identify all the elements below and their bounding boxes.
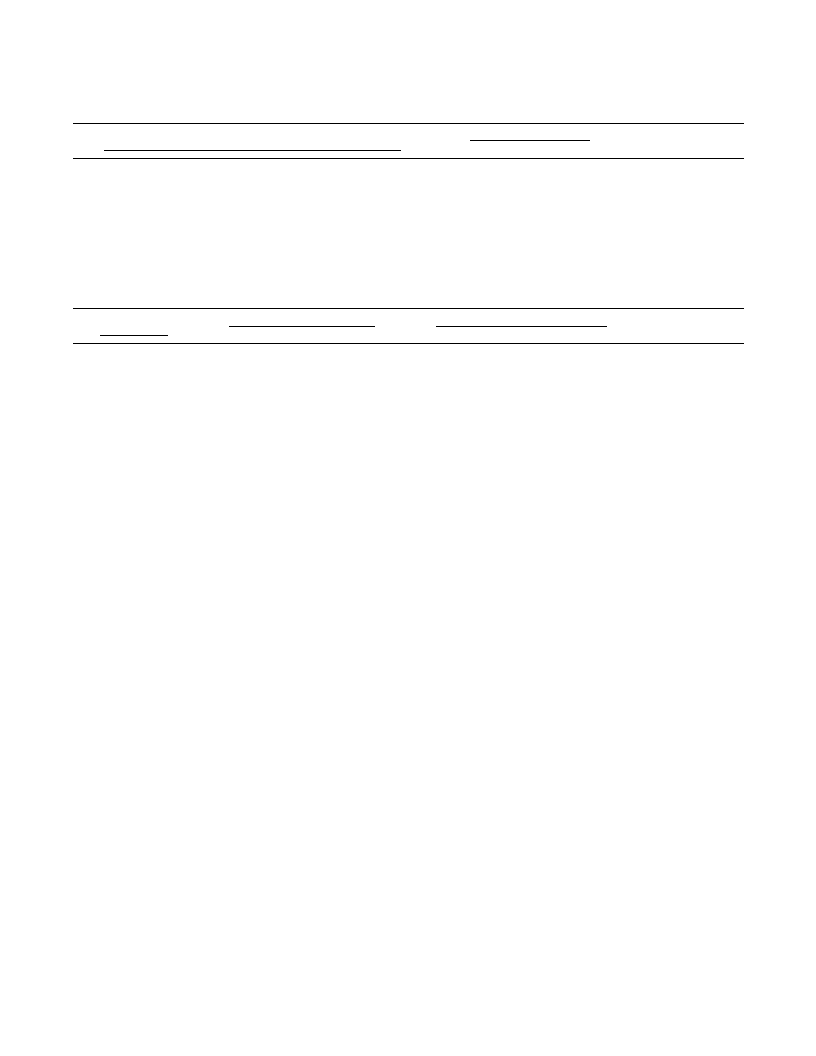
- blank-line-field[interactable]: [470, 140, 590, 141]
- horizontal-rule: [73, 123, 744, 124]
- blank-line-field[interactable]: [436, 326, 607, 327]
- horizontal-rule: [73, 308, 744, 309]
- blank-line-field[interactable]: [100, 335, 168, 336]
- horizontal-rule: [73, 343, 744, 344]
- blank-line-field[interactable]: [229, 326, 375, 327]
- blank-line-field[interactable]: [104, 150, 401, 151]
- horizontal-rule: [73, 158, 744, 159]
